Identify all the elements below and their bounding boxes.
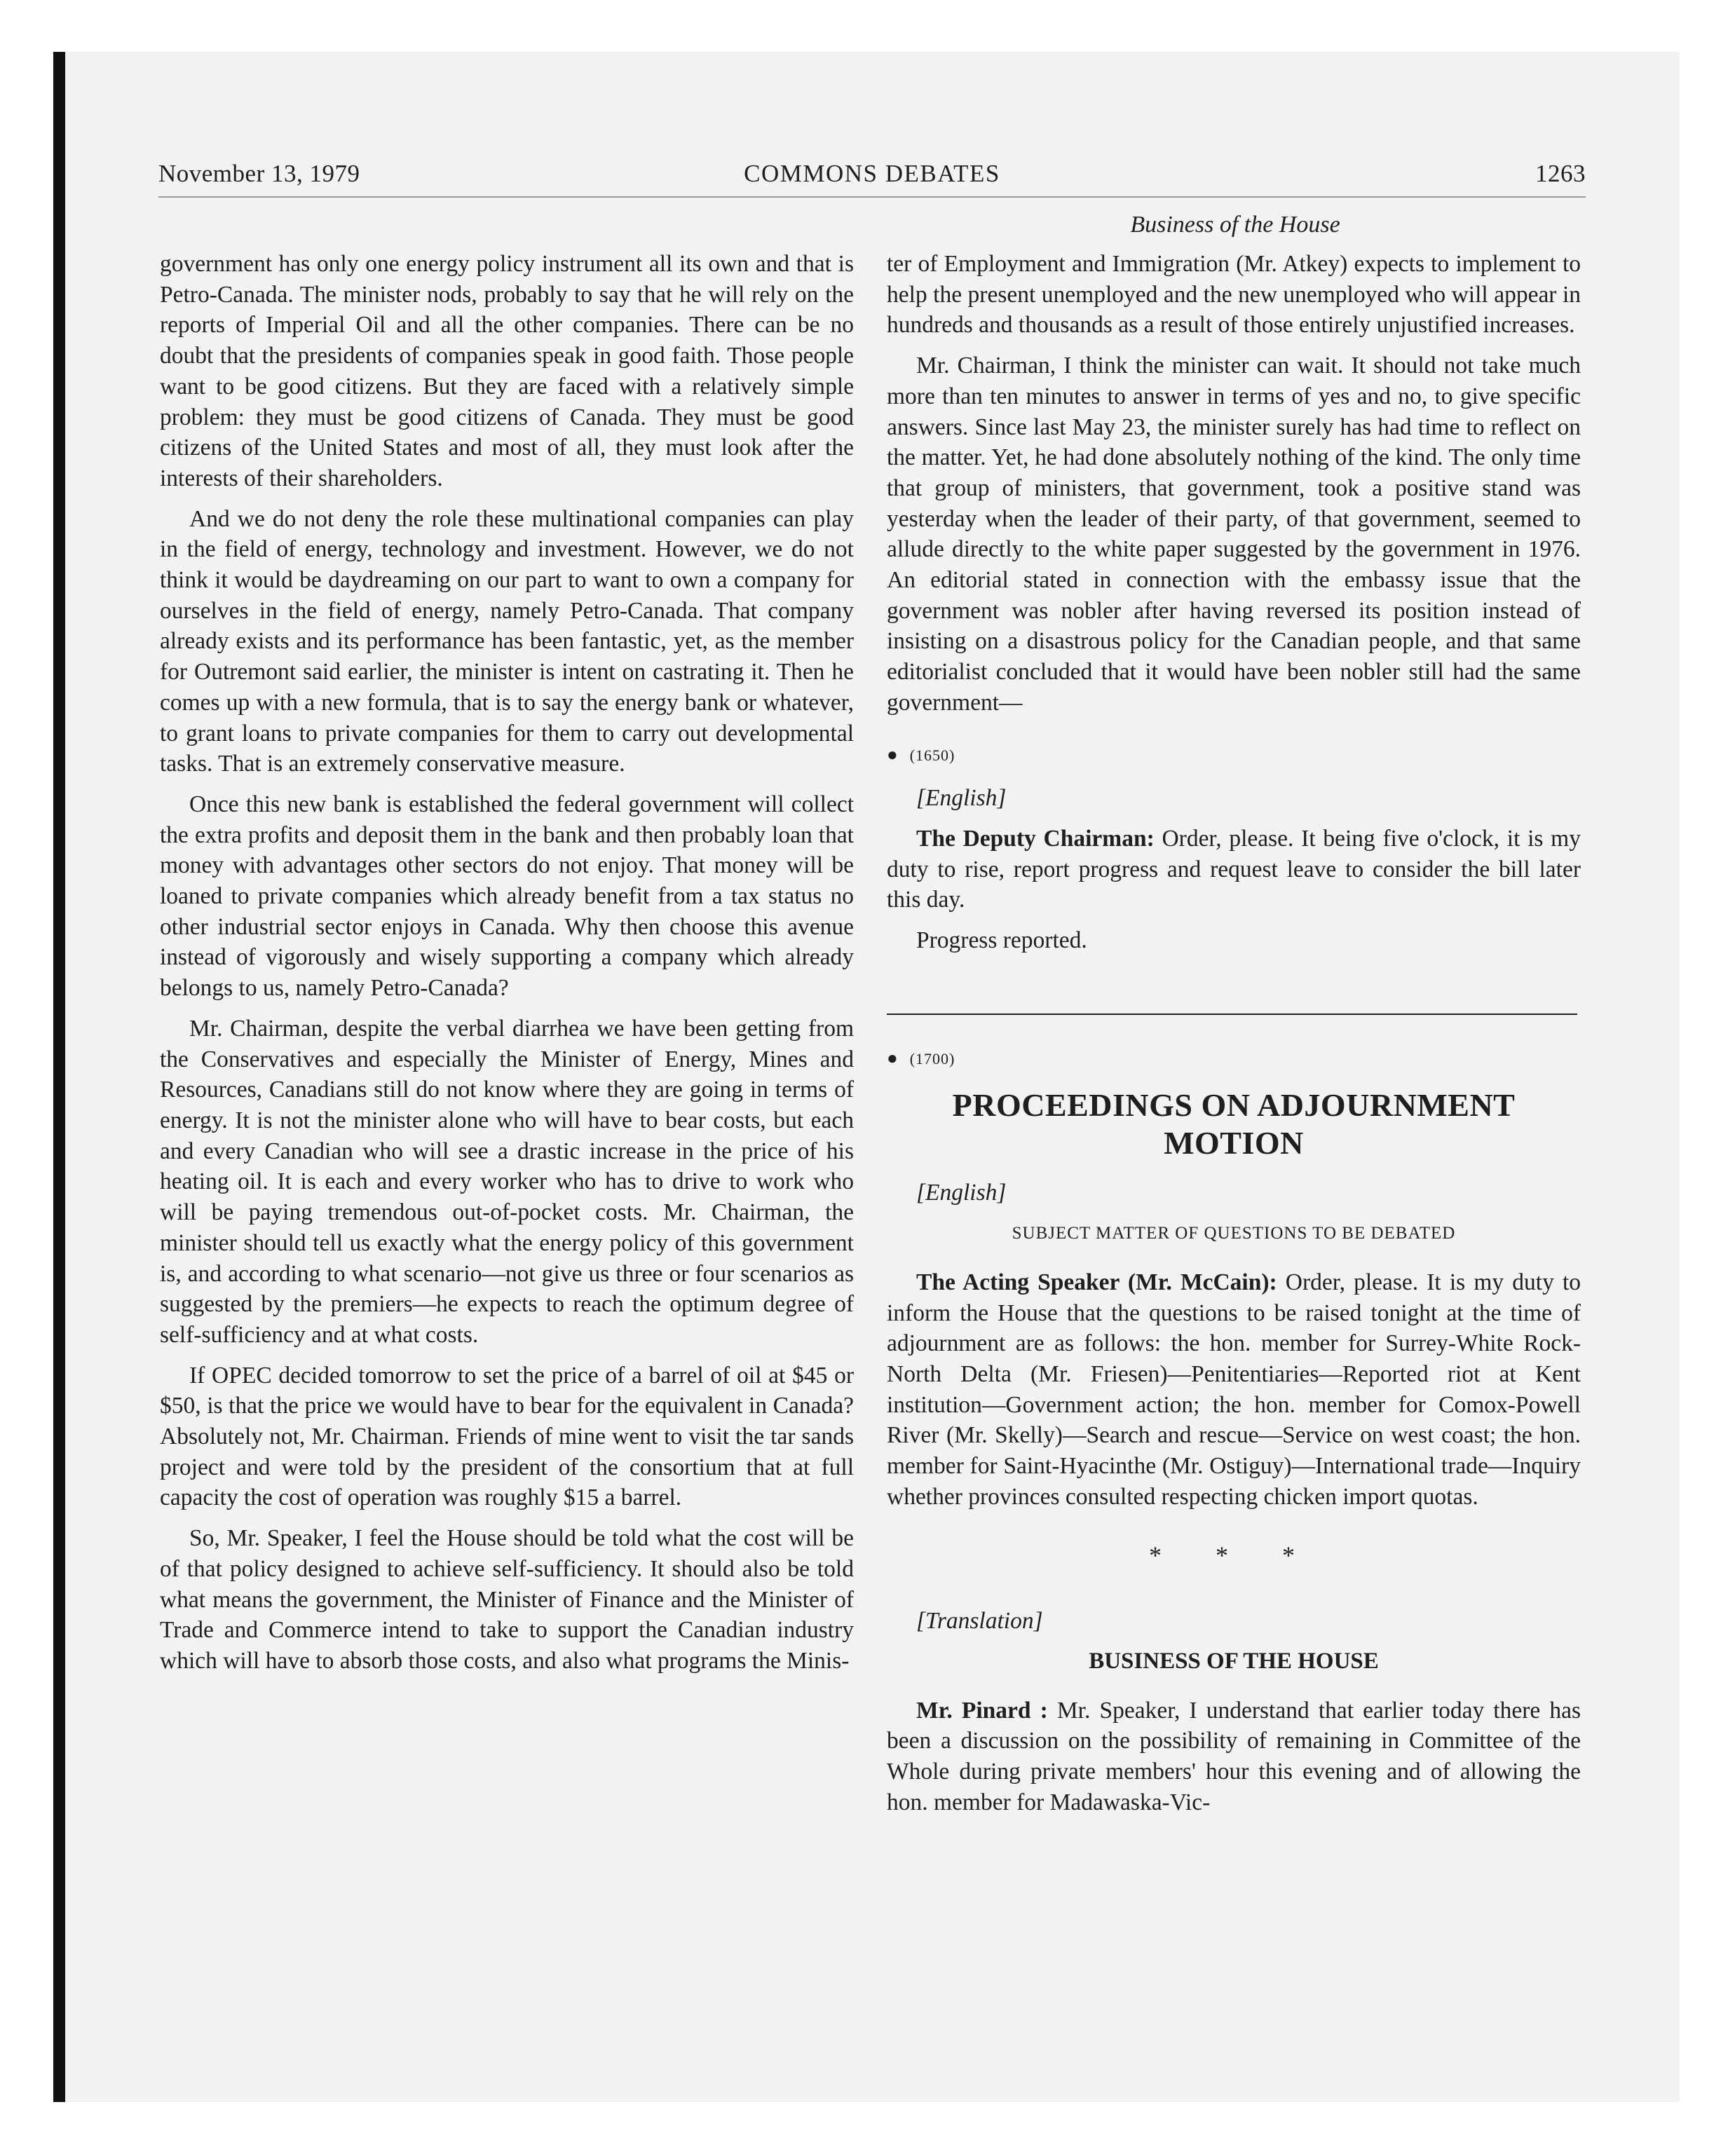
paragraph: If OPEC decided tomorrow to set the price of a barrel of oil at $45 or $50, is that the price we would have to bear for the equivalent in Canada? Absolutely not, Mr. Chairman. Friends of mine went to visit the tar sands project and were told by the president of the consortium that at full capacity the cost of operation was roughly $15 a barrel.	[160, 1362, 854, 1511]
paragraph: Mr. Chairman, I think the minister can wait. It should not take much more than ten minutes to answer in terms of yes and no, to give specific answers. Since last May 23, the minister surely has had time to reflect on the matter. Yet, he had done absolutely nothing of the kind. The only time that group of ministers, that government, took a positive stand was yesterday when the leader of their party, of that government, seemed to allude directly to the white paper suggested by the government in 1976. An editorial stated in connection with the embassy issue that the government was nobler after having reversed its position instead of insisting on a disastrous policy for the Canadian people, and that same editorialist concluded that it would have been nobler still had the same government—	[887, 353, 1581, 716]
time-marker	[887, 739, 1581, 771]
paragraph: Mr. Chairman, despite the verbal diarrhea we have been getting from the Conservatives and especially the Minister of Energy, Mines and Resources, Canadians still do not know where they are going in terms of energy. It is not the minister alone who will have to bear costs, but each and every Canadian who will see a drastic increase in the price of his heating oil. It is each and every worker who has to drive to work who will be paying tremendous out-of-pocket costs. Mr. Chairman, the minister should tell us exactly what the energy policy of this government is, and according to what scenario—not give us three or four scenarios as suggested by the premiers—he expects to reach the optimum degree of self-sufficiency and at what costs.	[160, 1015, 854, 1348]
speech-text: Order, please. It being five o'clock, it is my duty to rise, report progress and request leave to consider the bill later this day.	[887, 825, 1581, 913]
left-column	[160, 249, 854, 1686]
section-subtitle: SUBJECT MATTER OF QUESTIONS TO BE DEBATED	[1012, 1224, 1456, 1243]
header-date: November 13, 1979	[158, 160, 360, 187]
right-column	[887, 249, 1581, 1827]
speaker-name: Mr. Pinard :	[916, 1697, 1048, 1724]
speech-paragraph	[887, 824, 1581, 915]
paragraph: Progress reported.	[916, 927, 1087, 954]
time-stamp: (1650)	[909, 746, 955, 764]
bullet-icon: ●	[887, 1047, 899, 1068]
running-head: Business of the House	[1130, 212, 1340, 238]
speech-paragraph	[887, 1267, 1581, 1513]
language-tag: [Translation]	[916, 1608, 1043, 1635]
business-title: BUSINESS OF THE HOUSE	[1089, 1648, 1379, 1674]
header-page-number: 1263	[1535, 160, 1586, 187]
header-title: COMMONS DEBATES	[744, 160, 1000, 187]
time-marker	[887, 1043, 1581, 1074]
bullet-icon: ●	[887, 744, 899, 765]
time-stamp: (1700)	[909, 1049, 955, 1067]
speaker-name: The Deputy Chairman:	[916, 825, 1155, 852]
speech-text: Mr. Speaker, I understand that earlier today there has been a discussion on the possibility of remaining in Committee of the Whole during private members' hour this evening and of allowing the hon. member for Madawaska-Vic-	[887, 1697, 1581, 1815]
language-tag: [English]	[916, 1180, 1007, 1206]
language-tag: [English]	[916, 785, 1007, 812]
paragraph: Once this new bank is established the federal government will collect the extra profits and deposit them in the bank and then probably loan that money with advantages other sectors do not enjoy. That money will be loaned to private companies which already benefit from a tax status no other industrial sector enjoys in Canada. Why then choose this avenue instead of vigorously and wisely supporting a company which already belongs to us, namely Petro-Canada?	[160, 791, 854, 1002]
speech-text: Order, please. It is my duty to inform the House that the questions to be raised tonight at the time of adjournment are as follows: the hon. member for Surrey-White Rock-North Delta (Mr. Friesen)—Penitentiaries—Reported riot at Kent institution—Government action; the hon. member for Comox-Powell River (Mr. Skelly)—Search and rescue—Service on west coast; the hon. member for Saint-Hyacinthe (Mr. Ostiguy)—International trade—Inquiry whether provinces consulted respecting chicken import quotas.	[887, 1269, 1581, 1510]
paragraph: government has only one energy policy instrument all its own and that is Petro-Canada. The minister nods, probably to say that he will rely on the reports of Imperial Oil and all the other companies. There can be no doubt that the presidents of companies speak in good faith. Those people want to be good citizens. But they are faced with a relatively simple problem: they must be good citizens of Canada. They must be good citizens of the United States and most of all, they must look after the interests of their shareholders.	[160, 251, 854, 491]
paragraph: ter of Employment and Immigration (Mr. Atkey) expects to implement to help the present unemployed and the new unemployed who will appear in hundreds and thousands as a result of those entirely unjustified increases.	[887, 251, 1581, 339]
speech-paragraph	[887, 1696, 1581, 1818]
speaker-name: The Acting Speaker (Mr. McCain):	[916, 1269, 1277, 1295]
paragraph: And we do not deny the role these multinational companies can play in the field of energy, technology and investment. However, we do not think it would be daydreaming on our part to want to own a company for ourselves in the field of energy, namely Petro-Canada. That company already exists and its performance has been fantastic, yet, as the member for Outremont said earlier, the minister is intent on castrating it. Then he comes up with a new formula, that is to say the energy bank or whatever, to grant loans to private companies for them to carry out developmental tasks. That is an extremely conservative measure.	[160, 505, 854, 777]
page-header	[158, 160, 1586, 198]
section-separator-stars: * * *	[1149, 1541, 1319, 1569]
section-divider	[887, 1014, 1577, 1015]
section-title: PROCEEDINGS ON ADJOURNMENT MOTION	[952, 1087, 1516, 1161]
scan-edge-bar	[53, 52, 65, 2102]
paragraph: So, Mr. Speaker, I feel the House should be told what the cost will be of that policy designed to achieve self-sufficiency. It should also be told what means the government, the Minister of Finance and the Minister of Trade and Commerce intend to take to support the Canadian industry which will have to absorb those costs, and also what programs the Minis-	[160, 1525, 854, 1674]
